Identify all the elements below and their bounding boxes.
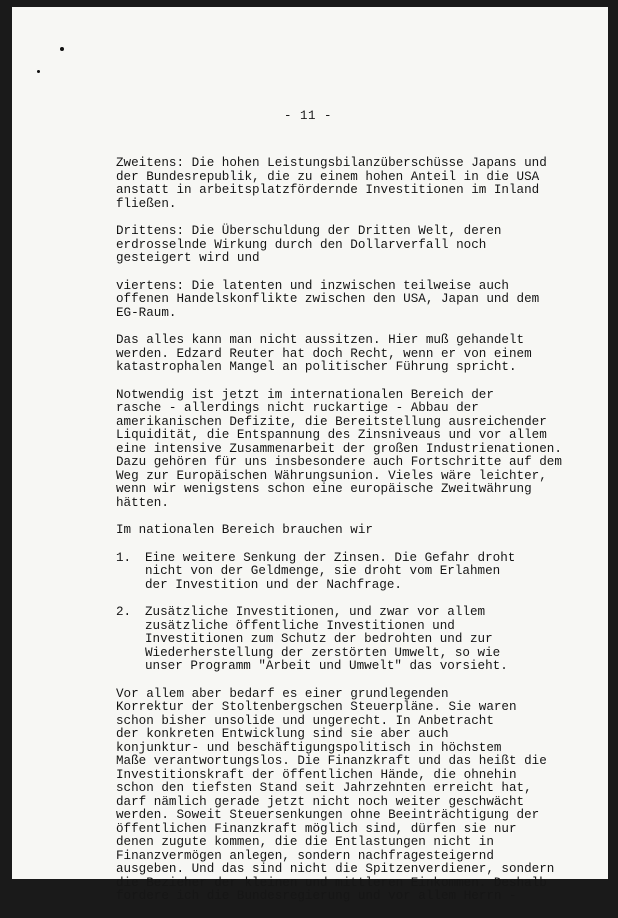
text-line: Das alles kann man nicht aussitzen. Hier muß gehandelt bbox=[116, 333, 525, 347]
text-line: der konkreten Entwicklung sind sie aber auch bbox=[116, 727, 449, 741]
text-line: amerikanischen Defizite, die Bereitstellung ausreichender bbox=[116, 414, 547, 429]
text-line: erdrosselnde Wirkung durch den Dollarverfall noch bbox=[116, 237, 487, 252]
text-line: wenn wir wenigstens schon eine europäische Zweitwährung bbox=[116, 482, 532, 496]
list-item-number: 2. bbox=[116, 605, 132, 619]
scan-speck bbox=[60, 47, 64, 51]
text-line: viertens: Die latenten und inzwischen teilweise auch bbox=[116, 278, 509, 293]
text-line: hätten. bbox=[116, 495, 169, 510]
list-item-number: 1. bbox=[116, 550, 132, 565]
text-line: Maße verantwortungslos. Die Finanzkraft und das heißt die bbox=[116, 754, 547, 768]
text-line: Notwendig ist jetzt im internationalen Bereich der bbox=[116, 387, 494, 402]
text-line: Liquidität, die Entspannung des Zinsniveaus und vor allem bbox=[116, 428, 547, 442]
text-line: darf nämlich gerade jetzt nicht noch weiter geschwächt bbox=[116, 794, 525, 809]
text-line: der Investition und der Nachfrage. bbox=[145, 577, 402, 592]
text-line: Finanzvermögen anlegen, sondern nachfragesteigernd bbox=[116, 848, 494, 863]
text-line: konjunktur- und beschäftigungspolitisch in höchstem bbox=[116, 740, 502, 755]
text-line: offenen Handelskonflikte zwischen den USA, Japan und dem bbox=[116, 292, 540, 306]
text-line bbox=[116, 606, 606, 620]
text-line: ausgeben. Und das sind nicht die Spitzenverdiener, sondern bbox=[116, 862, 555, 876]
list-item bbox=[116, 552, 606, 593]
text-line: denen zugute kommen, die die Entlastungen nicht in bbox=[116, 835, 494, 849]
text-line: fließen. bbox=[116, 196, 177, 211]
paragraph bbox=[116, 225, 606, 266]
text-line: werden. Edzard Reuter hat doch Recht, wenn er von einem bbox=[116, 346, 532, 361]
text-line: katastrophalen Mangel an politischer Führung spricht. bbox=[116, 360, 517, 374]
text-line: Korrektur der Stoltenbergschen Steuerpläne. Sie waren bbox=[116, 700, 517, 714]
text-line: zusätzliche öffentliche Investitionen und bbox=[145, 618, 455, 633]
text-line: öffentlichen Finanzkraft möglich sind, dürfen sie nur bbox=[116, 821, 517, 836]
paragraph bbox=[116, 688, 606, 904]
text-line: schon den tiefsten Stand seit Jahrzehnten erreicht hat, bbox=[116, 781, 532, 795]
text-line: Investitionskraft der öffentlichen Hände, die ohnehin bbox=[116, 767, 517, 782]
paragraph bbox=[116, 334, 606, 375]
text-line: Investitionen zum Schutz der bedrohten und zur bbox=[145, 632, 493, 646]
document-body bbox=[116, 157, 606, 918]
text-line: Drittens: Die Überschuldung der Dritten Welt, deren bbox=[116, 224, 502, 238]
paragraph bbox=[116, 157, 606, 211]
text-line: EG-Raum. bbox=[116, 305, 177, 320]
text-line: rasche - allerdings nicht ruckartige - Abbau der bbox=[116, 401, 479, 415]
page-number: - 11 - bbox=[284, 109, 333, 123]
text-line: nicht von der Geldmenge, sie droht vom Erlahmen bbox=[145, 564, 501, 578]
text-line bbox=[116, 552, 606, 566]
text-line: eine intensive Zusammenarbeit der großen Industrienationen. bbox=[116, 441, 562, 456]
list-item-text: Eine weitere Senkung der Zinsen. Die Gefahr droht bbox=[145, 550, 516, 565]
text-line: Zweitens: Die hohen Leistungsbilanzüberschüsse Japans und bbox=[116, 156, 547, 170]
text-line: die Bezieher der kleinen und mittleren Einkommen. Deshalb bbox=[116, 875, 547, 890]
text-line: der Bundesrepublik, die zu einem hohen Anteil in die USA bbox=[116, 169, 540, 184]
text-line: werden. Soweit Steuersenkungen ohne Beeinträchtigung der bbox=[116, 808, 540, 822]
list-item bbox=[116, 606, 606, 674]
text-line: schon bisher unsolide und ungerecht. In Anbetracht bbox=[116, 713, 494, 728]
list-item-text: Zusätzliche Investitionen, und zwar vor allem bbox=[145, 605, 486, 619]
text-line: Wiederherstellung der zerstörten Umwelt, so wie bbox=[145, 645, 501, 660]
scan-speck bbox=[37, 70, 40, 73]
text-line: Vor allem aber bedarf es einer grundlegenden bbox=[116, 686, 449, 701]
paragraph bbox=[116, 524, 606, 538]
document-page bbox=[12, 7, 608, 903]
text-line: unser Programm "Arbeit und Umwelt" das vorsieht. bbox=[145, 659, 508, 673]
text-line: Im nationalen Bereich brauchen wir bbox=[116, 523, 373, 537]
paragraph bbox=[116, 389, 606, 511]
text-line: gesteigert wird und bbox=[116, 251, 260, 265]
text-line: Weg zur Europäischen Währungsunion. Vieles wäre leichter, bbox=[116, 468, 547, 483]
text-line: anstatt in arbeitsplatzfördernde Investitionen im Inland bbox=[116, 183, 540, 197]
paragraph bbox=[116, 280, 606, 321]
text-line: Dazu gehören für uns insbesondere auch Fortschritte auf dem bbox=[116, 455, 562, 469]
text-line: fordere ich die Bundesregierung und vor allem Herrn - bbox=[116, 889, 517, 903]
